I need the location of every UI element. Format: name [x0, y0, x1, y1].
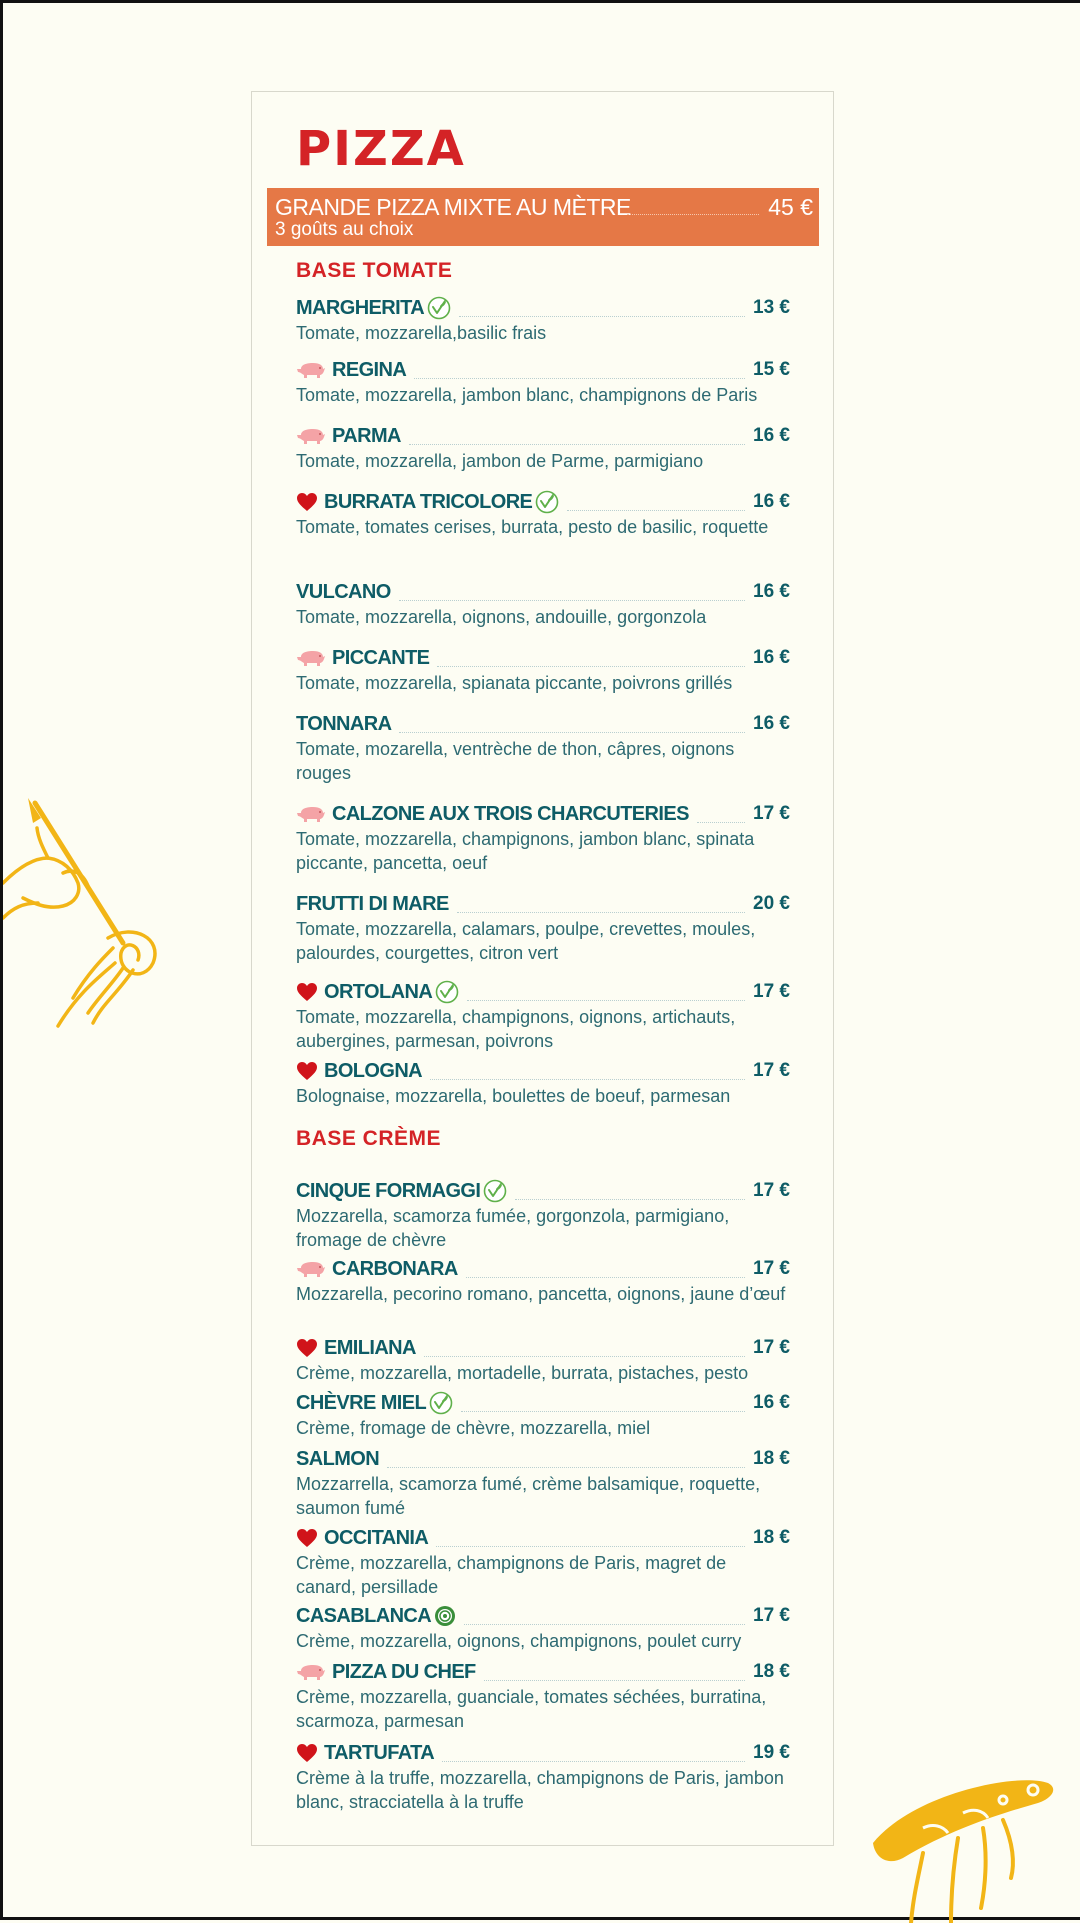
item-name [296, 803, 693, 826]
item-price: 17 € [749, 1060, 790, 1082]
item-description: Crème, mozzarella, guanciale, tomates séchées, burratina, scarmoza, parmesan [296, 1687, 767, 1731]
item-name [296, 490, 563, 514]
item-description: Bolognaise, mozzarella, boulettes de boeuf, parmesan [296, 1086, 731, 1106]
item-description: Crème, mozzarella, champignons de Paris, magret de canard, persillade [296, 1553, 727, 1597]
menu-item [296, 423, 790, 473]
leader-dots [437, 666, 745, 667]
item-price: 13 € [749, 297, 790, 319]
item-name-text: EMILIANA [324, 1336, 416, 1359]
item-name-text: PARMA [332, 424, 401, 447]
item-price: 16 € [749, 425, 790, 447]
item-name [296, 1391, 457, 1415]
heart-icon [296, 1061, 318, 1081]
item-price: 17 € [749, 1337, 790, 1359]
banner-subtitle: 3 goûts au choix [275, 219, 414, 240]
item-name-text: PICCANTE [332, 646, 430, 669]
leader-dots [467, 1000, 745, 1001]
item-name-text: SALMON [296, 1447, 380, 1470]
item-price: 17 € [749, 803, 790, 825]
item-price: 16 € [749, 713, 790, 735]
menu-item [296, 1740, 790, 1814]
item-description: Crème, fromage de chèvre, mozzarella, miel [296, 1418, 651, 1438]
item-name [296, 980, 463, 1004]
vegetarian-icon [435, 980, 459, 1004]
item-price: 17 € [749, 1258, 790, 1280]
item-name [296, 581, 395, 604]
item-description: Mozzarella, pecorino romano, pancetta, oignons, jaune d’œuf [296, 1284, 786, 1304]
menu-item [296, 489, 790, 539]
item-name [296, 1060, 426, 1083]
pork-icon [296, 805, 326, 823]
leader-dots [627, 214, 759, 215]
menu-item [296, 1178, 790, 1252]
vegetarian-icon [427, 296, 451, 320]
item-name-text: CHÈVRE MIEL [296, 1391, 427, 1414]
item-price: 16 € [749, 491, 790, 513]
item-name [296, 1258, 462, 1281]
leader-dots [436, 1546, 745, 1547]
item-description: Tomate, mozzarella,basilic frais [296, 323, 547, 343]
item-name [296, 713, 395, 736]
leader-dots [430, 1079, 745, 1080]
pork-icon [296, 361, 326, 379]
heart-icon [296, 1743, 318, 1763]
leader-dots [697, 822, 745, 823]
page-title: PIZZA [296, 121, 466, 177]
menu-item [296, 357, 790, 407]
item-name [296, 647, 433, 670]
item-description: Mozzarrella, scamorza fumé, crème balsamique, roquette, saumon fumé [296, 1474, 761, 1518]
item-name-text: OCCITANIA [324, 1526, 429, 1549]
item-description: Tomate, mozzarella, oignons, andouille, gorgonzola [296, 607, 707, 627]
pork-icon [296, 649, 326, 667]
heart-icon [296, 1338, 318, 1358]
item-name [296, 1742, 438, 1765]
halal-icon [434, 1605, 456, 1627]
item-price: 16 € [749, 647, 790, 669]
banner-item-name: GRANDE PIZZA MIXTE AU MÈTRE [275, 194, 631, 220]
item-description: Crème à la truffe, mozzarella, champignons de Paris, jambon blanc, stracciatella à la truffe [296, 1768, 784, 1812]
menu-item [296, 711, 790, 785]
item-name [296, 359, 410, 382]
item-price: 16 € [749, 1392, 790, 1414]
item-name-text: MARGHERITA [296, 296, 425, 319]
item-description: Crème, mozzarella, mortadelle, burrata, pistaches, pesto [296, 1363, 749, 1383]
item-description: Tomate, mozarella, ventrèche de thon, câpres, oignons rouges [296, 739, 735, 783]
item-price: 16 € [749, 581, 790, 603]
menu-item [296, 1525, 790, 1599]
leader-dots [399, 732, 745, 733]
item-name [296, 425, 405, 448]
item-price: 20 € [749, 893, 790, 915]
leader-dots [457, 912, 745, 913]
item-name-text: CINQUE FORMAGGI [296, 1179, 481, 1202]
item-price: 18 € [749, 1661, 790, 1683]
item-price: 18 € [749, 1527, 790, 1549]
item-description: Tomate, tomates cerises, burrata, pesto de basilic, roquette [296, 517, 769, 537]
item-description: Tomate, mozzarella, jambon de Parme, parmigiano [296, 451, 704, 471]
hand-holding-pizza-slice-illustration [863, 1758, 1063, 1923]
item-description: Mozzarella, scamorza fumée, gorgonzola, parmigiano, fromage de chèvre [296, 1206, 730, 1250]
special-offer-banner [267, 188, 819, 246]
item-name [296, 1448, 383, 1471]
item-name [296, 1179, 511, 1203]
menu-item [296, 891, 790, 965]
item-description: Tomate, mozzarella, calamars, poulpe, crevettes, moules, palourdes, courgettes, citron vert [296, 919, 756, 963]
item-description: Tomate, mozzarella, champignons, oignons, artichauts, aubergines, parmesan, poivrons [296, 1007, 736, 1051]
item-description: Tomate, mozzarella, jambon blanc, champignons de Paris [296, 385, 758, 405]
item-name [296, 1661, 480, 1684]
menu-item [296, 1058, 790, 1108]
vegetarian-icon [429, 1391, 453, 1415]
vegetarian-icon [535, 490, 559, 514]
menu-item [296, 579, 790, 629]
leader-dots [409, 444, 745, 445]
item-name-text: CALZONE AUX TROIS CHARCUTERIES [332, 802, 689, 825]
item-name-text: TONNARA [296, 712, 392, 735]
heart-icon [296, 1528, 318, 1548]
item-name-text: BOLOGNA [324, 1059, 423, 1082]
vegetarian-icon [483, 1179, 507, 1203]
leader-dots [567, 510, 745, 511]
item-name [296, 296, 455, 320]
leader-dots [466, 1277, 745, 1278]
leader-dots [515, 1199, 745, 1200]
item-name-text: REGINA [332, 358, 407, 381]
item-name [296, 1605, 460, 1628]
leader-dots [484, 1680, 745, 1681]
menu-item [296, 645, 790, 695]
leader-dots [442, 1761, 745, 1762]
pork-icon [296, 1260, 326, 1278]
item-name-text: VULCANO [296, 580, 391, 603]
item-price: 15 € [749, 359, 790, 381]
menu-item [296, 979, 790, 1053]
item-description: Tomate, mozzarella, spianata piccante, poivrons grillés [296, 673, 733, 693]
item-description: Tomate, mozzarella, champignons, jambon blanc, spinata piccante, pancetta, oeuf [296, 829, 755, 873]
section-base-creme: BASE CRÈME [296, 1127, 442, 1150]
item-name-text: TARTUFATA [324, 1741, 435, 1764]
heart-icon [296, 492, 318, 512]
item-name-text: BURRATA TRICOLORE [324, 490, 533, 513]
menu-item [296, 1335, 790, 1385]
item-name-text: FRUTTI DI MARE [296, 892, 449, 915]
menu-item [296, 1446, 790, 1520]
banner-price: 45 € [768, 194, 813, 220]
item-price: 17 € [749, 1180, 790, 1202]
item-price: 18 € [749, 1448, 790, 1470]
item-name [296, 1337, 420, 1360]
pork-icon [296, 427, 326, 445]
item-name [296, 1527, 432, 1550]
item-price: 19 € [749, 1742, 790, 1764]
leader-dots [459, 316, 745, 317]
item-name-text: CARBONARA [332, 1257, 458, 1280]
menu-item [296, 1256, 790, 1306]
menu-item [296, 1659, 790, 1733]
heart-icon [296, 982, 318, 1002]
menu-item [296, 801, 790, 875]
leader-dots [414, 378, 745, 379]
item-name-text: ORTOLANA [324, 980, 433, 1003]
menu-item [296, 1390, 790, 1440]
menu-item [296, 1603, 790, 1653]
leader-dots [399, 600, 745, 601]
leader-dots [424, 1356, 745, 1357]
item-price: 17 € [749, 1605, 790, 1627]
item-price: 17 € [749, 981, 790, 1003]
item-description: Crème, mozzarella, oignons, champignons, poulet curry [296, 1631, 742, 1651]
section-base-tomate: BASE TOMATE [296, 259, 453, 282]
item-name-text: CASABLANCA [296, 1604, 432, 1627]
leader-dots [387, 1467, 745, 1468]
leader-dots [464, 1624, 745, 1625]
hand-with-pasta-illustration [3, 798, 163, 1028]
menu-item [296, 295, 790, 345]
pork-icon [296, 1663, 326, 1681]
leader-dots [461, 1411, 745, 1412]
item-name-text: PIZZA DU CHEF [332, 1660, 476, 1683]
item-name [296, 893, 453, 916]
